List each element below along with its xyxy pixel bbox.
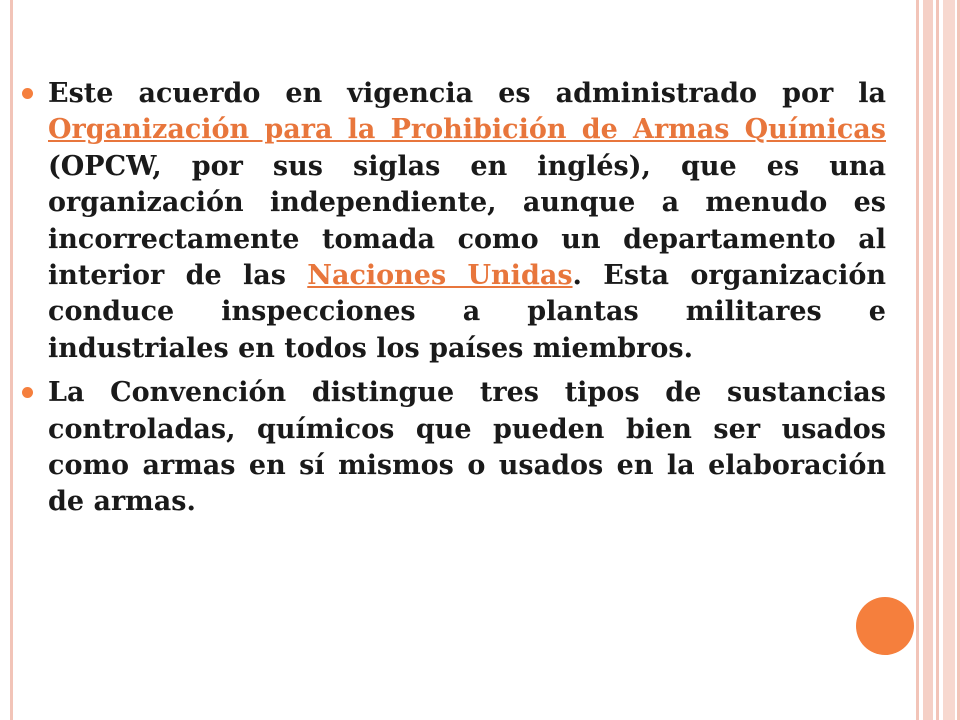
bullet-item-opcw (22, 76, 886, 367)
stripe (923, 0, 933, 720)
stripe (943, 0, 955, 720)
bullet-dot-icon (22, 387, 33, 398)
bullet-text: . Esta organización conduce inspecciones a plantas militares e industriales en todos los países miembros. (48, 260, 886, 364)
link-opcw[interactable]: Organización para la Prohibición de Armas Químicas (48, 114, 886, 146)
left-frame-line (10, 0, 13, 720)
decorative-circle (856, 597, 914, 655)
link-naciones-unidas[interactable]: Naciones Unidas (307, 260, 573, 292)
bullet-dot-icon (22, 88, 33, 99)
bullet-item-convencion (22, 375, 886, 521)
slide-content (22, 76, 886, 529)
bullet-text: Este acuerdo en vigencia es administrado por la (48, 78, 886, 109)
bullet-text: (OPCW, por sus siglas en inglés), que es una organización independiente, aunque a menudo es incorrectamente tomada como un departamento al interior de las (48, 150, 886, 292)
stripe (916, 0, 919, 720)
right-decorative-stripes (916, 0, 960, 720)
stripe (936, 0, 939, 720)
bullet-list (22, 76, 886, 521)
bullet-text: La Convención distingue tres tipos de sustancias controladas, químicos que pueden bien ser usados como armas en sí mismos o usados en la elaboración de armas. (48, 377, 886, 518)
